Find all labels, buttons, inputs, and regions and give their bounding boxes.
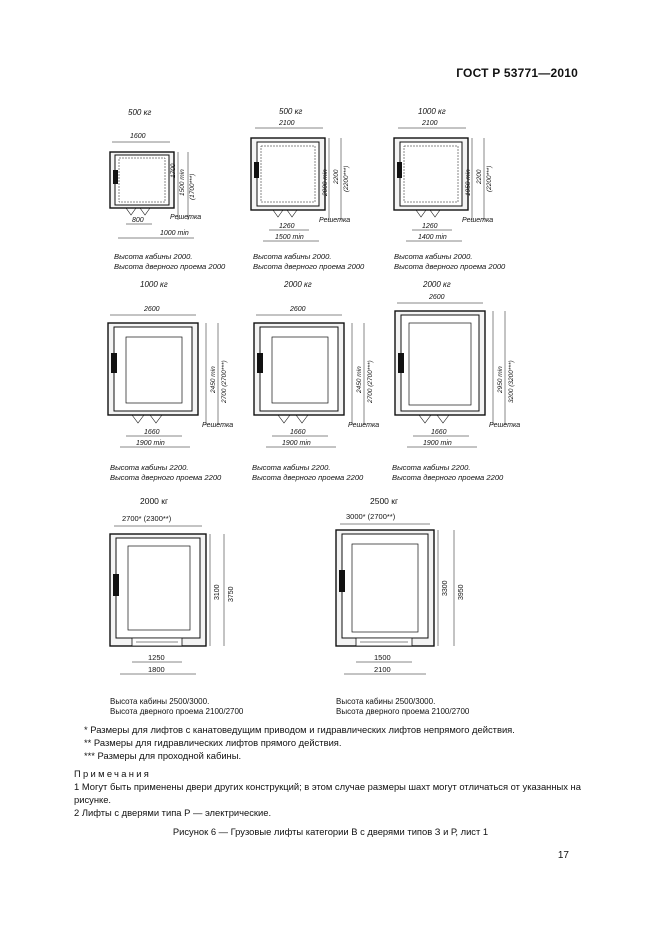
page-number: 17 (557, 850, 569, 861)
door-dim: 1500 (374, 653, 391, 662)
plan-1-caption: Высота кабины 2000. Высота дверного проема 2000 (114, 252, 226, 271)
depth-alt-dim: (2200***) (486, 165, 493, 192)
lift-plan-8 (322, 490, 482, 690)
note-1: 1 Могут быть применены двери других конструкций; в этом случае размеры шахт могут отличаться от указанных на рисунке. (74, 781, 581, 805)
depth-dim: 2200 (333, 169, 340, 184)
lift-plan-1 (82, 100, 202, 260)
depth-dim: 2200 (476, 169, 483, 184)
plan-8-caption: Высота кабины 2500/3000. Высота дверного проема 2100/2700 (336, 697, 470, 716)
footnote-2: ** Размеры для гидравлических лифтов прямого действия. (84, 736, 342, 748)
note-2: 2 Лифты с дверями типа Р — электрические. (74, 806, 272, 818)
shaft-width-dim: 1400 min (418, 234, 447, 241)
width-dim: 2100 (422, 120, 438, 127)
lift-plan-4 (96, 275, 246, 465)
grille-label: Решетка (348, 422, 380, 429)
load-label: 2000 кг (284, 280, 312, 289)
shaft-width-dim: 1900 min (423, 440, 452, 447)
depth-alt-dim: (1700***) (189, 173, 196, 200)
load-label: 2000 кг (423, 280, 451, 289)
door-dim: 1660 (290, 429, 306, 436)
figure-caption: Рисунок 6 — Грузовые лифты категории В с дверями типов З и Р, лист 1 (172, 826, 489, 837)
shaft-depth-dim: 2000 min (322, 169, 329, 196)
load-label: 500 кг (128, 108, 152, 117)
door-dim: 1260 (422, 223, 438, 230)
notes-heading: Примечания (74, 768, 152, 780)
shaft-depth-dim: 1950 min (465, 169, 472, 196)
grille-label: Решетка (319, 217, 351, 224)
width-dim: 3000* (2700**) (346, 512, 396, 521)
depth-alt-dim: (2200***) (343, 165, 350, 192)
depth-dim: 2700 (2700***) (367, 360, 374, 403)
document-id: ГОСТ Р 53771—2010 (456, 66, 578, 80)
depth-dim: 2700 (2700***) (221, 360, 228, 403)
shaft-depth-dim: 3300 (442, 580, 449, 596)
width-dim: 2600 (290, 306, 306, 313)
plan-4-caption: Высота кабины 2200. Высота дверного проема 2200 (110, 463, 222, 482)
lift-plan-7 (96, 490, 256, 690)
load-label: 2000 кг (140, 496, 169, 506)
lift-plan-3 (378, 100, 518, 260)
load-label: 1000 кг (140, 280, 168, 289)
depth-dim: 3750 (228, 586, 235, 602)
shaft-depth-dim: 2950 min (497, 366, 504, 393)
depth-dim: 3950 (458, 584, 465, 600)
lift-plan-5 (242, 275, 392, 465)
shaft-depth-dim: 2450 min (210, 366, 217, 393)
depth-dim: 1700 (170, 163, 177, 178)
footnote-1: * Размеры для лифтов с канатоведущим приводом и гидравлических лифтов непрямого действия. (84, 724, 515, 735)
grille-label: Решетка (202, 422, 234, 429)
shaft-width-dim: 1900 min (282, 440, 311, 447)
shaft-width-dim: 1800 (148, 665, 165, 674)
plan-5-caption: Высота кабины 2200. Высота дверного проема 2200 (252, 463, 364, 482)
door-dim: 1250 (148, 653, 165, 662)
width-dim: 2600 (429, 294, 445, 301)
width-dim: 2100 (279, 120, 295, 127)
width-dim: 2700* (2300**) (122, 514, 172, 523)
load-label: 1000 кг (418, 107, 446, 116)
width-dim: 2600 (144, 306, 160, 313)
plan-6-caption: Высота кабины 2200. Высота дверного проема 2200 (392, 463, 504, 482)
door-dim: 1660 (144, 429, 160, 436)
lift-plan-2 (235, 100, 375, 260)
load-label: 500 кг (279, 107, 303, 116)
door-dim: 800 (132, 217, 144, 224)
plan-2-caption: Высота кабины 2000. Высота дверного проема 2000 (253, 252, 365, 271)
grille-label: Решетка (489, 422, 521, 429)
shaft-depth-dim: 2450 min (356, 366, 363, 393)
shaft-depth-dim: 3100 (214, 584, 221, 600)
shaft-width-dim: 2100 (374, 665, 391, 674)
footnote-3: *** Размеры для проходной кабины. (84, 749, 242, 761)
door-dim: 1260 (279, 223, 295, 230)
door-dim: 1660 (431, 429, 447, 436)
load-label: 2500 кг (370, 496, 399, 506)
width-dim: 1600 (130, 133, 146, 140)
grille-label: Решетка (462, 217, 494, 224)
shaft-depth-dim: 1500 min (179, 169, 186, 196)
notes-section (44, 724, 604, 820)
shaft-width-dim: 1000 min (160, 230, 189, 237)
shaft-width-dim: 1900 min (136, 440, 165, 447)
plan-3-caption: Высота кабины 2000. Высота дверного проема 2000 (394, 252, 506, 271)
plan-7-caption: Высота кабины 2500/3000. Высота дверного проема 2100/2700 (110, 697, 244, 716)
lift-plan-6 (383, 275, 533, 465)
depth-dim: 3200 (3200***) (508, 360, 515, 403)
grille-label: Решетка (170, 214, 202, 221)
shaft-width-dim: 1500 min (275, 234, 304, 241)
